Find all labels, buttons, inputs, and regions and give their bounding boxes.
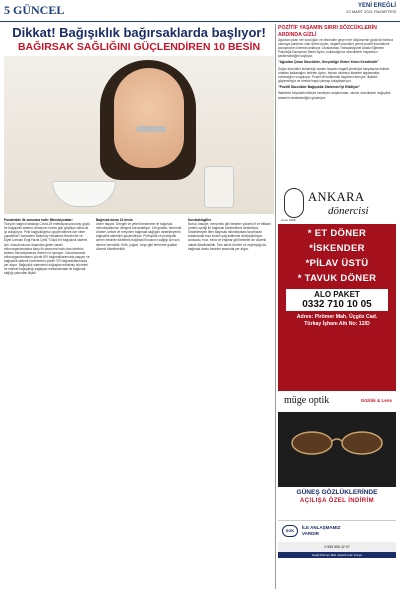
article-headline: Dikkat! Bağışıklık bağırsaklarda başlıyor! xyxy=(12,25,266,40)
sidebar-article xyxy=(278,25,396,100)
order-phone: 0332 710 10 05 xyxy=(302,299,372,310)
issue-date: 22 MART 2021 PAZARTESİ xyxy=(346,9,396,14)
ad-address-line-1: Adres: Pirömer Mah. Üçgöz Cad. xyxy=(296,314,378,320)
optik-logo-band xyxy=(278,392,396,412)
article-photo xyxy=(4,56,274,214)
menu-item-tavuk-doner: * TAVUK DÖNER xyxy=(297,273,377,284)
column-2-lead: Bağırsak dostu 10 besin xyxy=(96,218,133,222)
doner-emblem-icon xyxy=(284,188,304,218)
ad-footer-phone: 0 555 555 42 97 xyxy=(278,542,396,552)
sgk-text xyxy=(302,525,340,536)
ad-brand-name: ANKARA xyxy=(308,190,365,204)
column-divider xyxy=(275,24,276,589)
column-2-text: önem taşıyor. Dengeli ve yeterli beslenme ile bağırsak mikrobiyotasının dengesi korunabiliyor. Lifli gıdalar, fermente ürünler, sebze ve meyveler bağırsak sağlığını destekleyerek bağışıklık sistemini güçlendiriyor. Prebiyotik ve probiyotik içeren besinler tüketmek bağırsak florasının sağlığı için son derece önemlidir. Kefir, yoğurt, turşu gibi fermente gıdalar düzenli tüketilmelidir. xyxy=(96,222,182,251)
article-column-3 xyxy=(188,218,274,251)
ad-address xyxy=(278,314,396,328)
ad-small-text: since 1998 xyxy=(281,218,296,222)
ad-address-line-2: Türkay İşhanı Altı No: 12/D xyxy=(304,321,370,327)
sunglasses-icon xyxy=(284,428,390,458)
menu-item-pilav-ustu: *PİLAV ÜSTÜ xyxy=(305,258,369,269)
headline-block xyxy=(4,25,274,54)
sidebar-subtitle-2: "Pozitif Sözcükler Bağışıklık Sistemini İyi Etkiliyor" xyxy=(278,85,361,90)
sgk-line-1: İLE ANLAŞMAMIZ xyxy=(302,525,341,530)
sidebar-text-2: Doğru sözcükler kullandığı zaman hayatın negatif yönleriyle karşılaşma riskinin ortadan kalkacağını belirten Aydın, beynin olumsuz ifadeleri algılamakta zorlandığını vurguluyor. Pozitif dil kullanmak özgüveni artırıyor, ilişkileri güçlendiriyor ve stresle başa çıkmayı kolaylaştırıyor. xyxy=(278,66,390,84)
publication-name: YENİ EREĞLİ xyxy=(357,3,396,9)
page-label: 5 GÜNCEL xyxy=(4,3,65,17)
menu-item-iskender: *İSKENDER xyxy=(309,243,365,254)
sidebar-text-3: İfadelerin beyindeki etkisini inceleyen araştırmalar, olumlu sözcüklerin bağışıklık sistemini desteklediğini gösteriyor. xyxy=(278,91,391,100)
sidebar-subtitle: "Ağızdan Çıkan Sözcükler, Gerçekliğe Giden Yolun Kendisidir" xyxy=(278,60,379,65)
ad-footer-address: Ereğli Pirömer Mah. Atatürk Cad. Konya xyxy=(278,552,396,558)
column-3-lead: Kurubaklagiller xyxy=(188,218,212,222)
page-header xyxy=(0,0,400,22)
menu-item-et-doner: * ET DÖNER xyxy=(307,228,367,239)
ad-brand-subname: dönercisi xyxy=(328,205,369,217)
sidebar-text-1: Ağızdan çıkan her sözcüğün ve zihninden geçen her düşüncenin gücünün farkına varmaya yardımcı olan Şerim Aydın, negatif sözcükler yerine pozitif sözcüklerle konuşmanın önemini anlatıyor. Uluslararası Transaksiyonel Analiz Eğitmeni Psikolojik Danışman Şerim Aydın, kullandığımız sözcüklerin hayatımızı şekillendirdiğini söylüyor. xyxy=(278,38,394,59)
photo-face xyxy=(114,68,184,168)
article-subheadline: BAĞIRSAK SAĞLIĞINI GÜÇLENDİREN 10 BESİN xyxy=(17,41,261,53)
sgk-logo-icon: SGK xyxy=(282,525,298,537)
ankara-donercisi-ad xyxy=(278,184,396,391)
photo-spoon xyxy=(136,126,166,132)
article-column-1 xyxy=(4,218,90,275)
optik-brand-name: müge optik xyxy=(284,395,330,406)
optik-promo xyxy=(278,487,396,517)
column-1-lead: Pandemide ilk savunma hattı: Mikrobiyotalar! xyxy=(4,218,73,222)
column-1-text: Yüzyılın salgını hastalığı Covid-19 enfeksiyonuna karşı güçlü bir bağışıklık sistemi olmasının önemi gün geçtikçe daha da iyi anlaşılıyor. Peki bağışıklığımızı güçlendirmek için neler yapabiliriz? Acıbadem Bakırköy Hastanesi Beslenme ve Diyet Uzmanı Ezgi Hazal Çelik "Güçlü bir bağışıklık sistemi için, vücudumuzun dışarıdan gelen zararlı mikroorganizmalara karşı ilk savunma hattı olan sindirim sistemi mikrobiyotasını önemli rol oynuyor. Vücudumuzda mikroorganizmaların yüzde 80'i bağırsaklarımızda yaşıyor ve bağışıklık sistemi hücrelerinin yüzde 70'i bağırsaklarımızda yer alıyor. Bağışıklık sisteminin doğuştan edinilmiş hücreleri ve edinsel bağışıklığı sağlayan mekanizmalar ile bağırsak sağlığı yakından ilişkili. xyxy=(4,222,90,276)
sgk-line-2: VARDIR xyxy=(302,530,319,536)
sgk-notice xyxy=(278,520,396,540)
optik-side-label: Gözlük & Lens xyxy=(360,398,392,403)
muge-optik-ad xyxy=(278,392,396,488)
article-column-2 xyxy=(96,218,182,251)
sidebar-title: POZİTİF YAŞAMIN SIRRI SÖZCÜKLERİN ARDINDA GİZLİ xyxy=(278,25,377,38)
header-right xyxy=(346,3,396,14)
photo-yogurt-bowl xyxy=(52,181,116,207)
optik-promo-line-1: GÜNEŞ GÖZLÜKLERİNDE xyxy=(296,489,378,496)
order-label: ALO PAKET xyxy=(314,290,360,299)
order-box xyxy=(286,289,388,311)
photo-yogurt-jar xyxy=(204,166,234,208)
column-3-text: Nohut, fasulye, mercimek gibi besinler yüksek lif ve bitkisel protein içeriği ile bağırsak hareketlerini destekliyor. Sindirilmeyen lifler bağırsak mikrobiyotası tarafından kullanılarak kısa zincirli yağ asitlerine dönüştürülüyor. Avokado, muz, elma ve enginar gibi besinler de düzenli olarak tüketilmelidir. Tam tahıllı ürünler ve zeytinyağı da bağırsak dostu besinler arasında yer alıyor. xyxy=(188,222,271,251)
ad-logo-band xyxy=(278,184,396,224)
optik-promo-line-2: AÇILIŞA ÖZEL İNDİRİM xyxy=(300,498,374,504)
